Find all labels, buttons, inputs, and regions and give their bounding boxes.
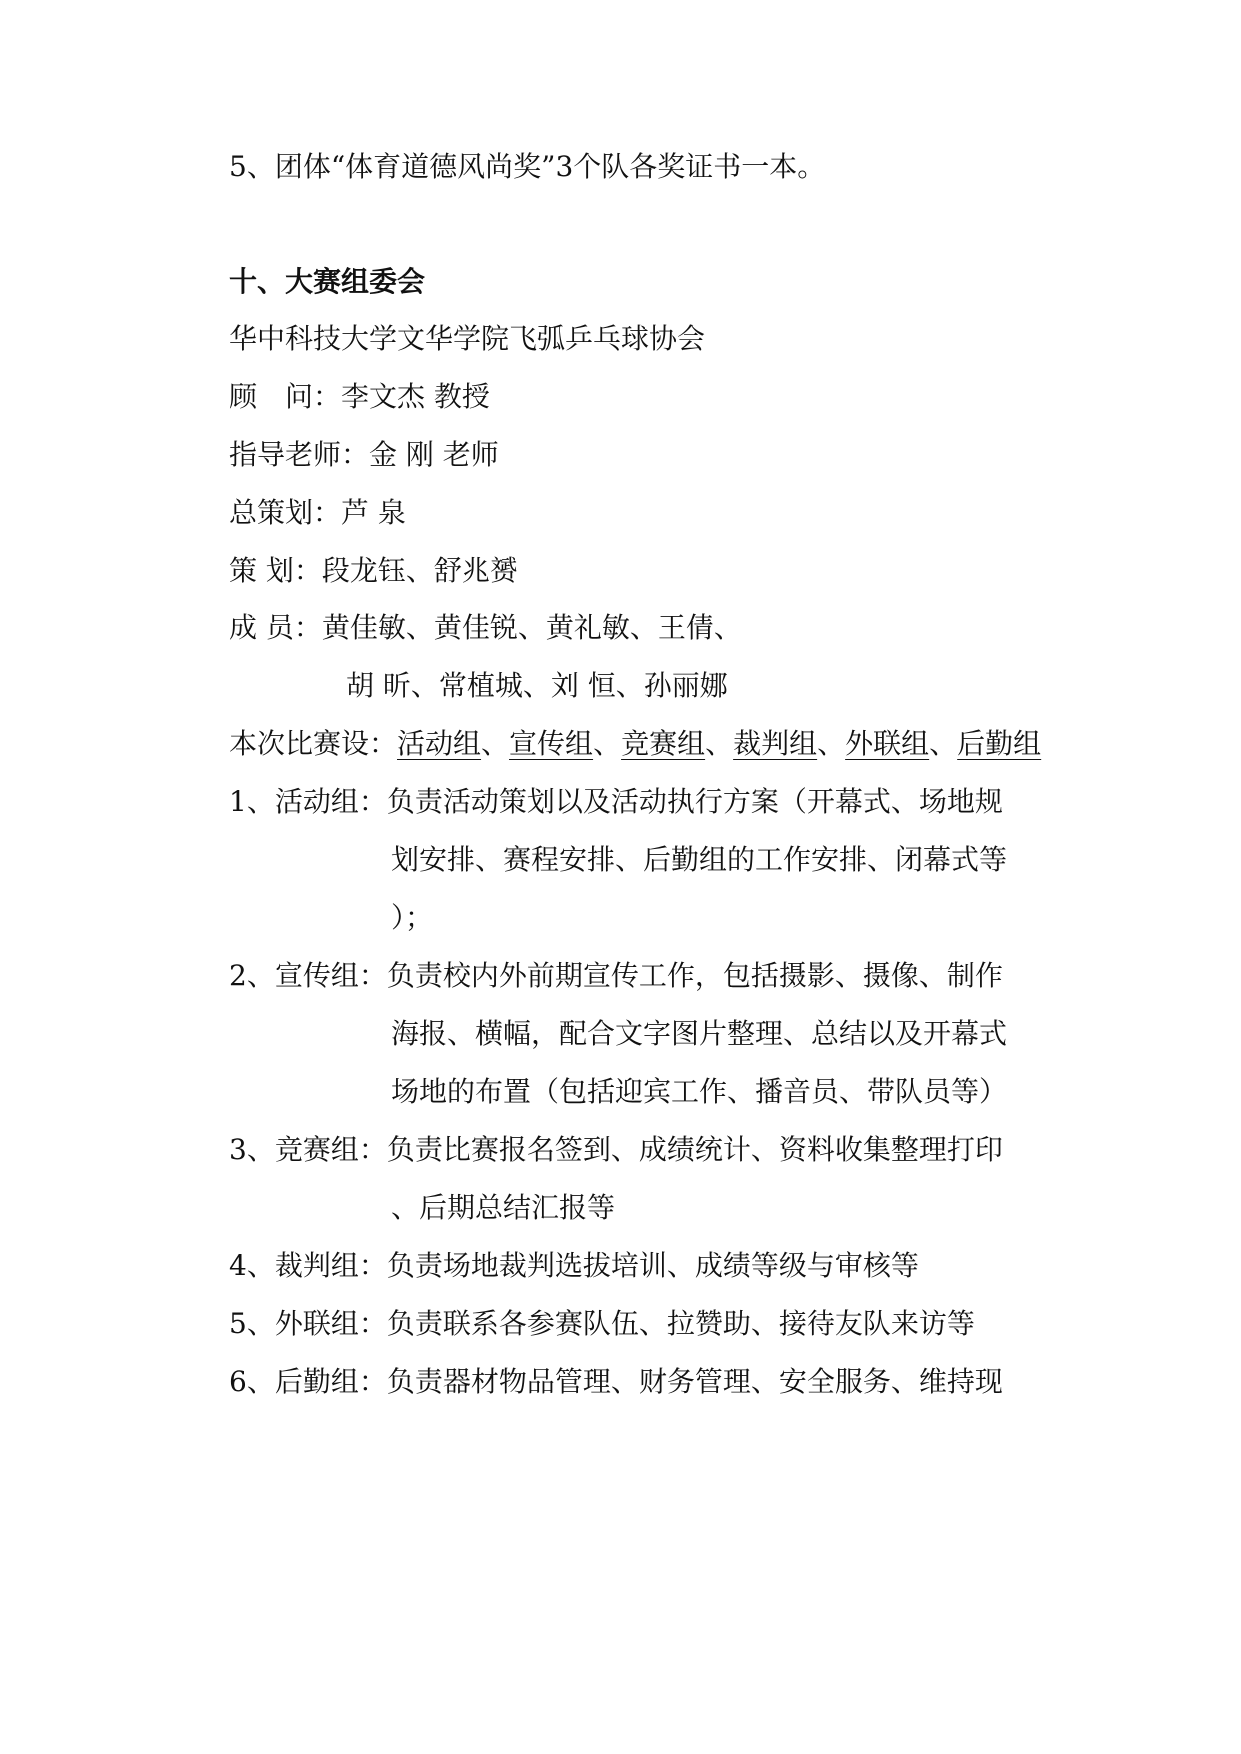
group-name: 裁判组 <box>733 727 818 760</box>
duty-text-line: 负责场地裁判选拔培训、成绩等级与审核等 <box>386 1249 919 1282</box>
duty-number: 3、 <box>229 1133 275 1166</box>
members-line-2: 胡 昕、常植城、刘 恒、孙丽娜 <box>346 669 728 702</box>
duty-text-line: 、后期总结汇报等 <box>391 1191 616 1224</box>
duty-text-line: 负责校内外前期宣传工作，包括摄影、摄像、制作 <box>386 959 1003 992</box>
group-name: 竞赛组 <box>621 727 706 760</box>
group-name: 后勤组 <box>957 727 1042 760</box>
group-separator: 、 <box>593 727 622 760</box>
members-line-1: 成 员：黄佳敏、黄佳锐、黄礼敏、王倩、 <box>229 611 742 644</box>
duty-text-line: 负责活动策划以及活动执行方案（开幕式、场地规 <box>386 785 1003 818</box>
advisor-line: 顾 问：李文杰 教授 <box>229 380 490 413</box>
planners-line: 策 划：段龙钰、舒兆赟 <box>229 554 518 587</box>
duty-number: 4、 <box>229 1249 275 1282</box>
duty-text-line: 划安排、赛程安排、后勤组的工作安排、闭幕式等 <box>391 843 1008 876</box>
group-separator: 、 <box>817 727 846 760</box>
duty-number: 5、 <box>229 1307 275 1340</box>
duty-group-name: 宣传组： <box>274 959 387 992</box>
duty-text-line: 海报、横幅，配合文字图片整理、总结以及开幕式 <box>391 1017 1008 1050</box>
duty-group-name: 裁判组： <box>274 1249 387 1282</box>
duty-text-line: 负责器材物品管理、财务管理、安全服务、维持现 <box>386 1365 1003 1398</box>
group-separator: 、 <box>481 727 510 760</box>
duty-item-5-head <box>229 1304 975 1344</box>
group-name: 活动组 <box>397 727 482 760</box>
group-name: 宣传组 <box>509 727 594 760</box>
chief-planner-line: 总策划：芦 泉 <box>229 496 406 529</box>
instructor-line: 指导老师：金 刚 老师 <box>229 438 499 471</box>
duty-number: 6、 <box>229 1365 275 1398</box>
organizer-line: 华中科技大学文华学院飞弧乒乓球协会 <box>229 322 706 355</box>
section-heading: 十、大赛组委会 <box>229 265 426 298</box>
duty-group-name: 竞赛组： <box>274 1133 387 1166</box>
duty-text-line: 场地的布置（包括迎宾工作、播音员、带队员等） <box>391 1075 1008 1108</box>
duty-item-1-head <box>229 782 1003 822</box>
duty-group-name: 活动组： <box>274 785 387 818</box>
group-name: 外联组 <box>845 727 930 760</box>
groups-intro: 本次比赛设： <box>229 727 398 760</box>
duty-item-3-head <box>229 1130 1003 1170</box>
duty-group-name: 后勤组： <box>274 1365 387 1398</box>
duty-number: 2、 <box>229 959 275 992</box>
duty-number: 1、 <box>229 785 275 818</box>
group-separator: 、 <box>929 727 958 760</box>
duty-text-line: 负责联系各参赛队伍、拉赞助、接待友队来访等 <box>386 1307 975 1340</box>
duty-item-2-head <box>229 956 1003 996</box>
award-line: 5、团体“体育道德风尚奖”3个队各奖证书一本。 <box>229 150 826 183</box>
group-separator: 、 <box>705 727 734 760</box>
duty-item-4-head <box>229 1246 919 1286</box>
groups-line <box>229 724 1041 764</box>
duty-text-line: 负责比赛报名签到、成绩统计、资料收集整理打印 <box>386 1133 1003 1166</box>
duty-item-6-head <box>229 1362 1003 1402</box>
duty-group-name: 外联组： <box>274 1307 387 1340</box>
duty-text-line: ）； <box>391 901 434 934</box>
